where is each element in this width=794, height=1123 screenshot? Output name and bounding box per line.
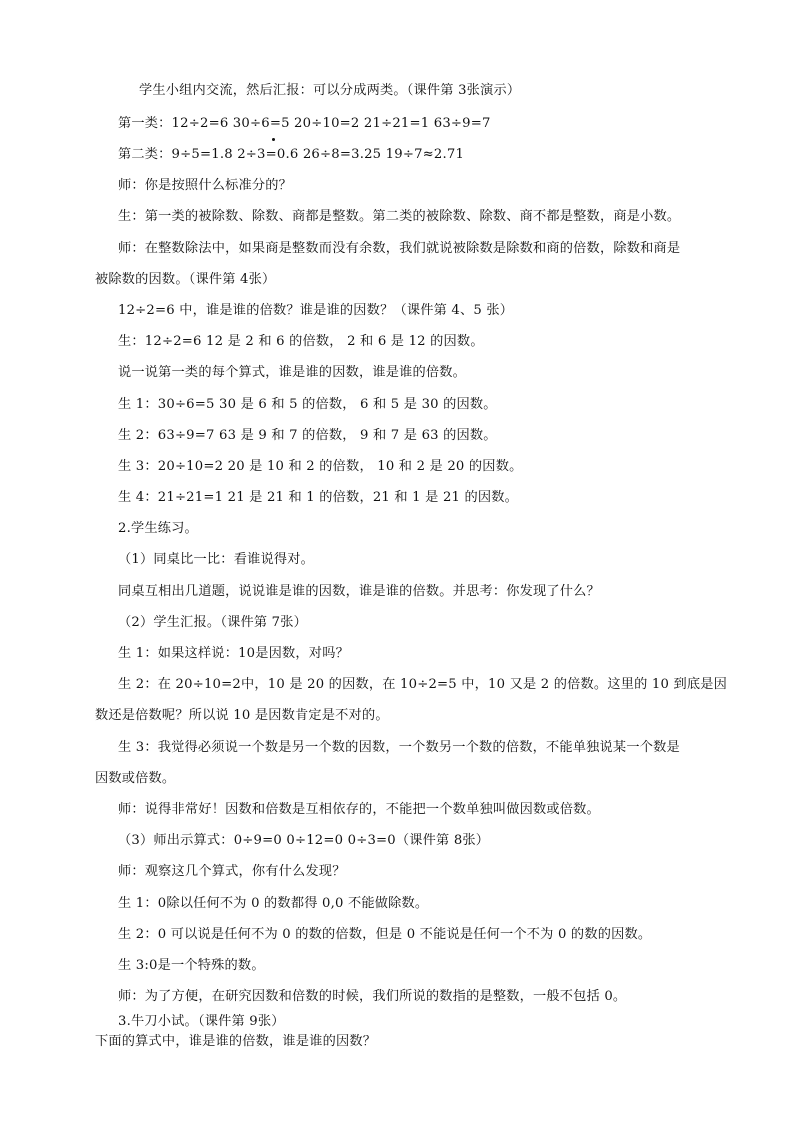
- text-line-14: 生 4：21÷21=1 21 是 21 和 1 的倍数，21 和 1 是 21 的因数。: [118, 490, 519, 505]
- text-line-12: 生 2：63÷9=7 63 是 9 和 7 的倍数， 9 和 7 是 63 的因数。: [118, 428, 497, 443]
- text-line-32: 下面的算式中，谁是谁的倍数，谁是谁的因数？: [95, 1034, 377, 1049]
- text-line-31: 3.牛刀小试。（课件第 9张）: [118, 1014, 285, 1029]
- text-line-25: （3）师出示算式：0÷9=0 0÷12=0 0÷3=0（课件第 8张）: [118, 833, 490, 848]
- text-line-27: 生 1：0除以任何不为 0 的数都得 0,0 不能做除数。: [118, 896, 429, 911]
- text-line-15: 2.学生练习。: [118, 521, 198, 536]
- text-line-26: 师：观察这几个算式，你有什么发现？: [118, 864, 346, 879]
- recurring-decimal-dot: [272, 138, 275, 141]
- text-line-20: 生 2：在 20÷10=2中，10 是 20 的因数，在 10÷2=5 中，10 又是 2 的倍数。这里的 10 到底是因: [118, 677, 727, 692]
- text-line-22: 生 3：我觉得必须说一个数是另一个数的因数，一个数另一个数的倍数，不能单独说某一个数是: [118, 740, 680, 755]
- text-line-3: 第二类：9÷5=1.8 2÷3=0.6 26÷8=3.25 19÷7≈2.71: [118, 147, 465, 162]
- text-line-4: 师：你是按照什么标准分的？: [118, 178, 293, 193]
- text-line-30: 师：为了方便，在研究因数和倍数的时候，我们所说的数指的是整数，一般不包括 0。: [118, 989, 627, 1004]
- text-line-8: 12÷2=6 中，谁是谁的倍数？谁是谁的因数？（课件第 4、5 张）: [118, 303, 514, 318]
- text-line-10: 说一说第一类的每个算式，谁是谁的因数，谁是谁的倍数。: [118, 365, 467, 380]
- text-line-23: 因数或倍数。: [95, 771, 176, 786]
- text-line-16: （1）同桌比一比：看谁说得对。: [118, 552, 315, 567]
- text-line-24: 师：说得非常好！因数和倍数是互相依存的，不能把一个数单独叫做因数或倍数。: [118, 802, 600, 817]
- text-line-7: 被除数的因数。（课件第 4张）: [95, 272, 276, 287]
- text-line-2: 第一类：12÷2=6 30÷6=5 20÷10=2 21÷21=1 63÷9=7: [118, 116, 491, 131]
- text-line-18: （2）学生汇报。（课件第 7张）: [118, 615, 308, 630]
- text-line-9: 生：12÷2=6 12 是 2 和 6 的倍数， 2 和 6 是 12 的因数。: [118, 334, 484, 349]
- text-line-29: 生 3:0是一个特殊的数。: [118, 958, 265, 973]
- text-line-21: 数还是倍数呢？所以说 10 是因数肯定是不对的。: [95, 708, 389, 723]
- text-line-6: 师：在整数除法中，如果商是整数而没有余数，我们就说被除数是除数和商的倍数，除数和商是: [118, 241, 681, 256]
- text-line-17: 同桌互相出几道题，说说谁是谁的因数，谁是谁的倍数。并思考：你发现了什么？: [118, 584, 600, 599]
- text-line-19: 生 1：如果这样说：10是因数，对吗？: [118, 646, 349, 661]
- text-line-5: 生：第一类的被除数、除数、商都是整数。第二类的被除数、除数、商不都是整数，商是小数。: [118, 209, 681, 224]
- text-line-1: 学生小组内交流，然后汇报：可以分成两类。（课件第 3张演示）: [139, 83, 521, 98]
- text-line-28: 生 2：0 可以说是任何不为 0 的数的倍数，但是 0 不能说是任何一个不为 0 的数的因数。: [118, 927, 652, 942]
- text-line-11: 生 1：30÷6=5 30 是 6 和 5 的倍数， 6 和 5 是 30 的因数。: [118, 397, 497, 412]
- text-line-13: 生 3：20÷10=2 20 是 10 和 2 的倍数， 10 和 2 是 20 的因数。: [118, 459, 523, 474]
